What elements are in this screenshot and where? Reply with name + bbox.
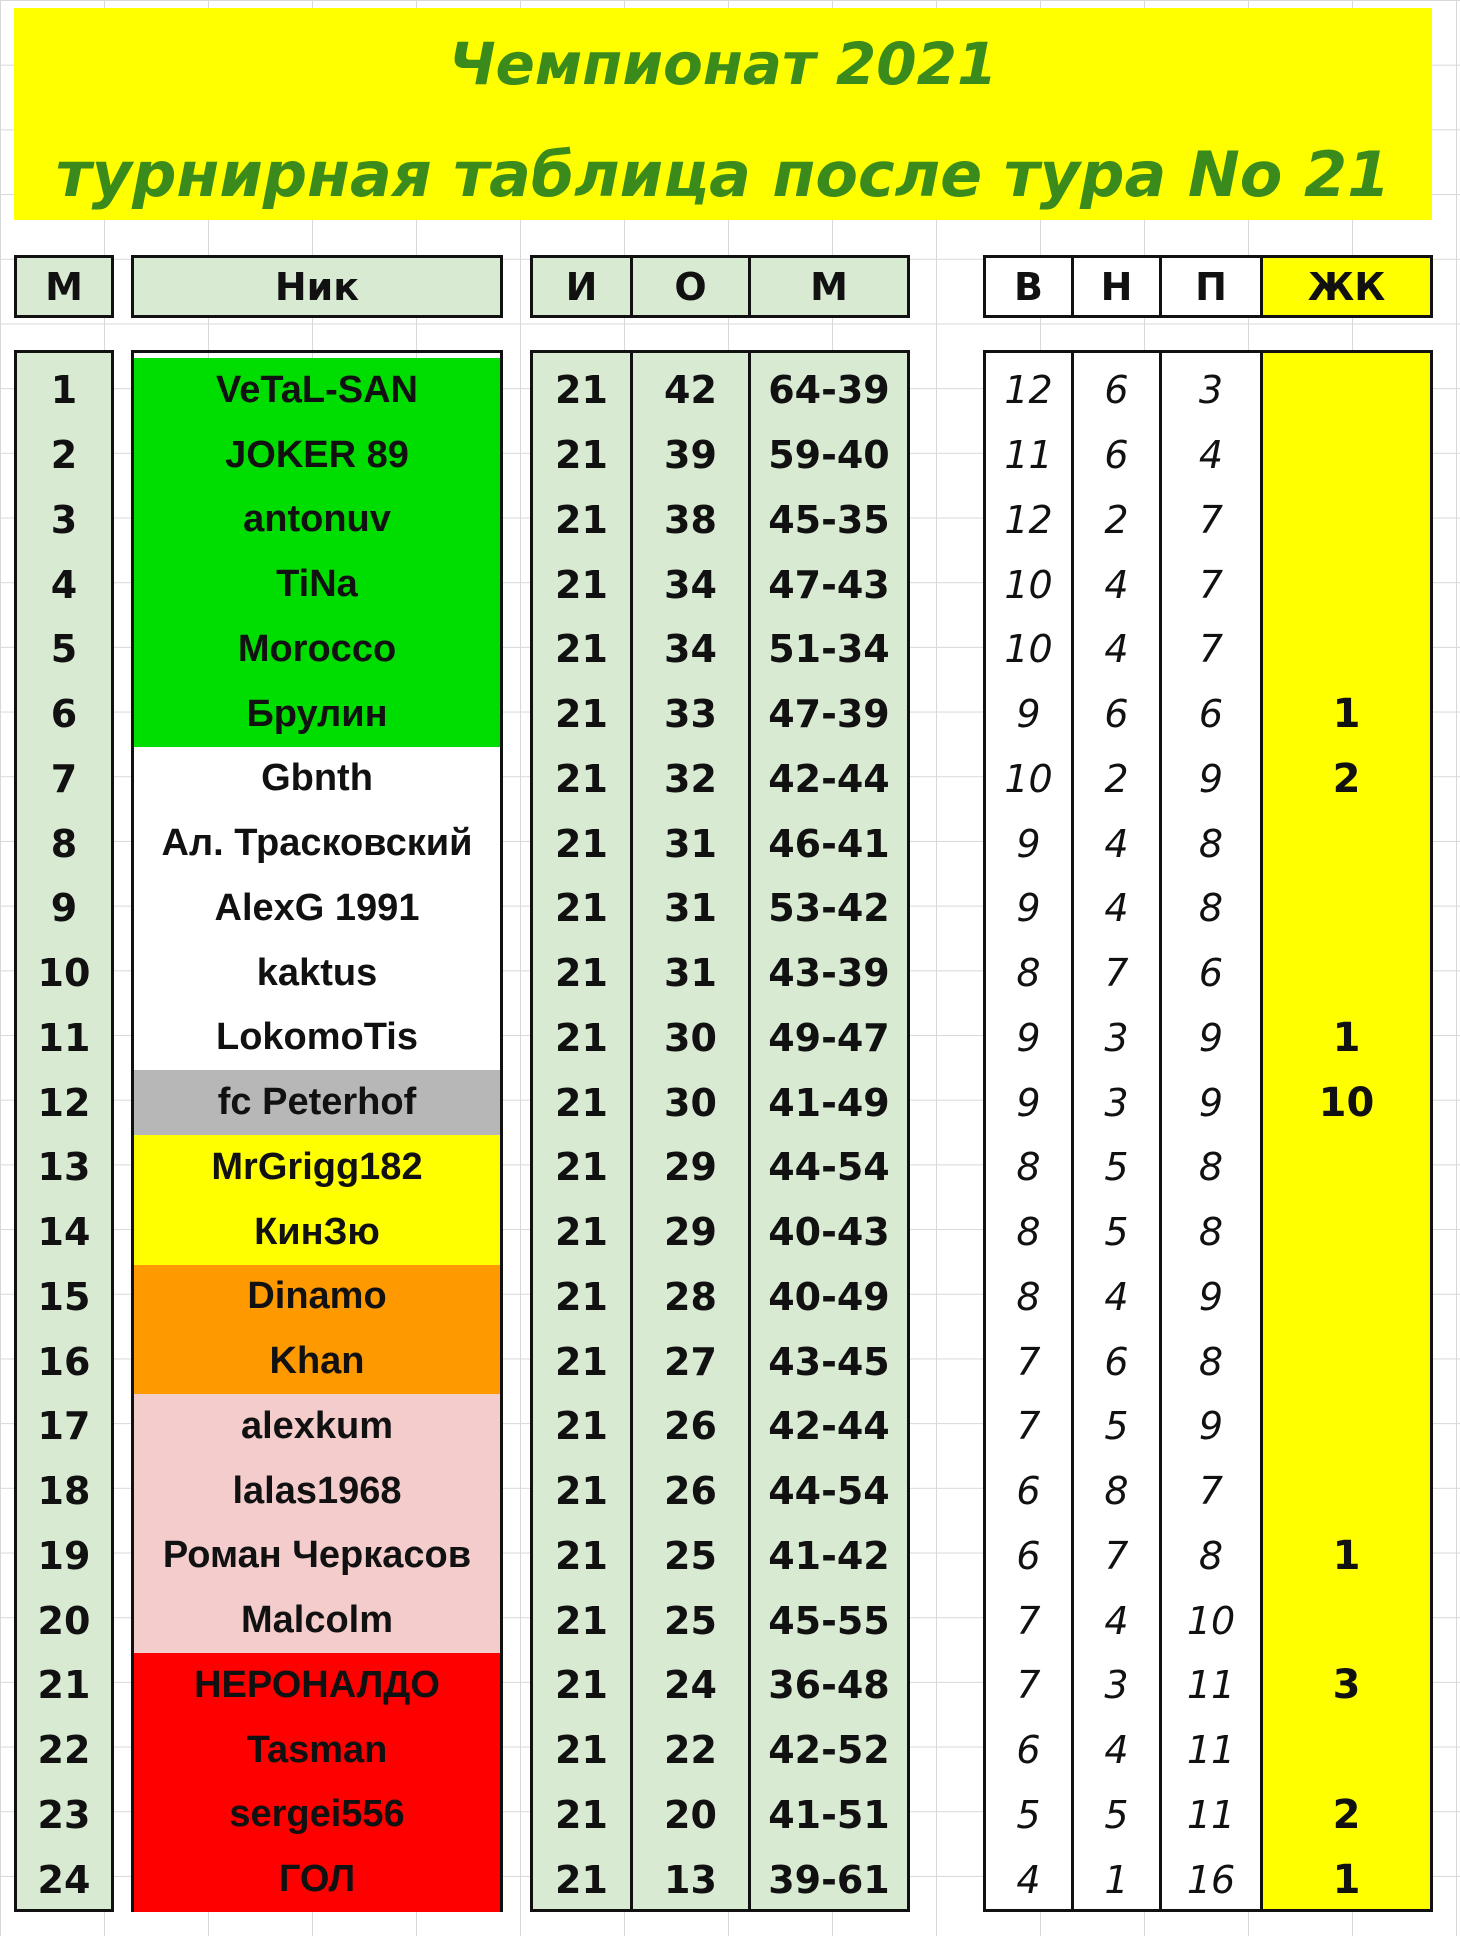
yellow-cards-cell (1263, 423, 1430, 488)
goals-cell: 59-40 (768, 433, 890, 478)
losses-cell: 6 (1198, 692, 1224, 737)
nick-cell: Ал. Трасковский (134, 811, 500, 876)
draws-cell: 4 (1104, 821, 1129, 866)
header-nick: Ник (274, 264, 360, 309)
games-cell: 21 (555, 497, 608, 542)
points-cell: 29 (664, 1210, 717, 1255)
yellow-cards-cell: 2 (1332, 755, 1361, 802)
wins-cell: 9 (1016, 692, 1041, 737)
wins-cell: 12 (1004, 368, 1053, 413)
place-cell: 5 (50, 627, 78, 672)
nick-cell: Khan (134, 1329, 500, 1394)
place-cell: 12 (37, 1080, 91, 1125)
place-cell: 10 (37, 951, 91, 996)
yellow-cards-cell (1263, 488, 1430, 553)
points-cell: 33 (664, 692, 717, 737)
wins-cell: 9 (1016, 1015, 1041, 1060)
points-cell: 24 (664, 1663, 717, 1708)
losses-cell: 9 (1198, 1404, 1224, 1449)
points-cell: 22 (664, 1728, 717, 1773)
yellow-cards-cell (1263, 1718, 1430, 1783)
draws-column (1074, 353, 1162, 1909)
goals-cell: 49-47 (768, 1015, 890, 1060)
place-column (14, 350, 114, 1912)
place-cell: 18 (37, 1469, 91, 1514)
losses-cell: 4 (1198, 433, 1224, 478)
nick-cell: Брулин (134, 682, 500, 747)
points-cell: 28 (664, 1274, 717, 1319)
games-cell: 21 (555, 1274, 608, 1319)
nick-cell: JOKER 89 (134, 423, 500, 488)
results-columns (983, 350, 1433, 1912)
losses-cell: 8 (1198, 1533, 1224, 1578)
nick-cell: Malcolm (134, 1588, 500, 1653)
place-cell: 1 (50, 368, 78, 413)
goals-column (751, 353, 907, 1909)
yellow-cards-cell (1263, 1459, 1430, 1524)
place-cell: 9 (50, 886, 78, 931)
yellow-cards-cell (1263, 552, 1430, 617)
nick-cell: Morocco (134, 617, 500, 682)
goals-cell: 45-35 (768, 497, 890, 542)
header-place: М (45, 264, 83, 309)
place-cell: 7 (50, 756, 78, 801)
wins-cell: 11 (1004, 433, 1053, 478)
games-cell: 21 (555, 1792, 608, 1837)
nick-cell: Роман Черкасов (134, 1524, 500, 1589)
place-cell: 13 (37, 1145, 91, 1190)
wins-cell: 7 (1016, 1339, 1041, 1384)
goals-cell: 41-51 (768, 1792, 890, 1837)
draws-cell: 5 (1104, 1404, 1129, 1449)
losses-cell: 11 (1186, 1792, 1236, 1837)
draws-cell: 4 (1104, 1598, 1129, 1643)
nick-cell: kaktus (134, 941, 500, 1006)
wins-cell: 8 (1016, 1274, 1041, 1319)
nick-cell: antonuv (134, 488, 500, 553)
points-cell: 26 (664, 1469, 717, 1514)
losses-cell: 11 (1186, 1728, 1236, 1773)
wins-cell: 8 (1016, 951, 1041, 996)
place-cell: 21 (37, 1663, 91, 1708)
points-cell: 38 (664, 497, 717, 542)
draws-cell: 6 (1104, 1339, 1129, 1384)
wins-cell: 9 (1016, 886, 1041, 931)
wins-cell: 7 (1016, 1404, 1041, 1449)
nick-cell: LokomoTis (134, 1006, 500, 1071)
points-cell: 39 (664, 433, 717, 478)
draws-cell: 3 (1104, 1015, 1129, 1060)
goals-cell: 39-61 (768, 1857, 890, 1902)
header-nick-group (131, 255, 503, 318)
draws-cell: 2 (1104, 497, 1129, 542)
yellow-cards-cell (1263, 941, 1430, 1006)
wins-cell: 6 (1016, 1469, 1041, 1514)
place-cell: 15 (37, 1274, 91, 1319)
draws-cell: 5 (1104, 1210, 1129, 1255)
nick-cell: lalas1968 (134, 1459, 500, 1524)
header-goals: М (810, 264, 848, 309)
games-column (533, 353, 633, 1909)
nick-column (131, 350, 503, 1912)
games-cell: 21 (555, 1663, 608, 1708)
goals-cell: 45-55 (768, 1598, 890, 1643)
points-cell: 32 (664, 756, 717, 801)
nick-cell: VeTaL-SAN (134, 358, 500, 423)
wins-cell: 10 (1004, 562, 1053, 607)
goals-cell: 42-44 (768, 756, 890, 801)
losses-cell: 7 (1198, 627, 1224, 672)
place-cell: 20 (37, 1598, 91, 1643)
header-games: И (533, 258, 633, 315)
header-results-group (983, 255, 1433, 318)
nick-cell: Dinamo (134, 1265, 500, 1330)
losses-cell: 8 (1198, 1145, 1224, 1190)
yellow-cards-cell: 1 (1332, 691, 1361, 738)
draws-cell: 4 (1104, 1728, 1129, 1773)
goals-cell: 40-43 (768, 1210, 890, 1255)
goals-cell: 47-39 (768, 692, 890, 737)
yellow-cards-column (1263, 353, 1430, 1909)
draws-cell: 3 (1104, 1663, 1129, 1708)
header-draws: Н (1074, 258, 1162, 315)
header-yellow-cards: ЖК (1263, 258, 1430, 315)
title-standings-after-round: турнирная таблица после тура No 21 (55, 138, 1391, 211)
place-cell: 24 (37, 1857, 91, 1902)
goals-cell: 36-48 (768, 1663, 890, 1708)
yellow-cards-cell: 1 (1332, 1014, 1361, 1061)
nick-cell: alexkum (134, 1394, 500, 1459)
losses-cell: 3 (1198, 368, 1224, 413)
points-cell: 20 (664, 1792, 717, 1837)
losses-cell: 7 (1198, 562, 1224, 607)
nick-cell: MrGrigg182 (134, 1135, 500, 1200)
games-cell: 21 (555, 1339, 608, 1384)
games-cell: 21 (555, 1469, 608, 1514)
wins-cell: 6 (1016, 1533, 1041, 1578)
yellow-cards-cell (1263, 1329, 1430, 1394)
points-cell: 27 (664, 1339, 717, 1384)
games-cell: 21 (555, 1210, 608, 1255)
draws-cell: 6 (1104, 368, 1129, 413)
losses-cell: 8 (1198, 821, 1224, 866)
title-banner (14, 8, 1432, 220)
nick-cell: TiNa (134, 552, 500, 617)
points-cell: 30 (664, 1015, 717, 1060)
losses-cell: 10 (1186, 1598, 1236, 1643)
games-cell: 21 (555, 951, 608, 996)
yellow-cards-cell (1263, 811, 1430, 876)
losses-cell: 8 (1198, 1339, 1224, 1384)
games-cell: 21 (555, 1598, 608, 1643)
losses-column (1162, 353, 1263, 1909)
points-cell: 25 (664, 1598, 717, 1643)
losses-cell: 6 (1198, 951, 1224, 996)
header-points: О (633, 258, 751, 315)
goals-cell: 51-34 (768, 627, 890, 672)
yellow-cards-cell: 2 (1332, 1791, 1361, 1838)
games-cell: 21 (555, 1728, 608, 1773)
header-wins: В (986, 258, 1074, 315)
header-place-group (14, 255, 114, 318)
yellow-cards-cell: 1 (1332, 1856, 1361, 1903)
yellow-cards-cell (1263, 617, 1430, 682)
draws-cell: 8 (1104, 1469, 1129, 1514)
points-cell: 13 (664, 1857, 717, 1902)
draws-cell: 4 (1104, 886, 1129, 931)
yellow-cards-cell (1263, 358, 1430, 423)
games-cell: 21 (555, 1857, 608, 1902)
stats-columns (530, 350, 910, 1912)
points-cell: 34 (664, 562, 717, 607)
draws-cell: 6 (1104, 433, 1129, 478)
goals-cell: 40-49 (768, 1274, 890, 1319)
wins-cell: 7 (1016, 1663, 1041, 1708)
draws-cell: 2 (1104, 756, 1129, 801)
goals-cell: 46-41 (768, 821, 890, 866)
points-column (633, 353, 751, 1909)
place-cell: 8 (50, 821, 78, 866)
points-cell: 29 (664, 1145, 717, 1190)
nick-cell: fc Peterhof (134, 1070, 500, 1135)
wins-cell: 8 (1016, 1145, 1041, 1190)
draws-cell: 7 (1104, 1533, 1129, 1578)
wins-cell: 10 (1004, 627, 1053, 672)
yellow-cards-cell (1263, 1135, 1430, 1200)
games-cell: 21 (555, 1145, 608, 1190)
place-cell: 22 (37, 1728, 91, 1773)
points-cell: 31 (664, 821, 717, 866)
place-cell: 6 (50, 692, 78, 737)
goals-cell: 44-54 (768, 1145, 890, 1190)
yellow-cards-cell (1263, 1265, 1430, 1330)
nick-cell: НЕРОНАЛДО (134, 1653, 500, 1718)
yellow-cards-cell (1263, 1200, 1430, 1265)
nick-cell: AlexG 1991 (134, 876, 500, 941)
points-cell: 31 (664, 886, 717, 931)
losses-cell: 9 (1198, 1015, 1224, 1060)
wins-cell: 10 (1004, 756, 1053, 801)
yellow-cards-cell (1263, 876, 1430, 941)
goals-cell: 43-39 (768, 951, 890, 996)
games-cell: 21 (555, 692, 608, 737)
nick-cell: Gbnth (134, 747, 500, 812)
goals-cell: 47-43 (768, 562, 890, 607)
goals-cell: 53-42 (768, 886, 890, 931)
place-cell: 17 (37, 1404, 91, 1449)
yellow-cards-cell: 1 (1332, 1532, 1361, 1579)
losses-cell: 7 (1198, 1469, 1224, 1514)
points-cell: 25 (664, 1533, 717, 1578)
yellow-cards-cell: 3 (1332, 1662, 1361, 1709)
wins-cell: 9 (1016, 1080, 1041, 1125)
wins-cell: 7 (1016, 1598, 1041, 1643)
points-cell: 42 (664, 368, 717, 413)
games-cell: 21 (555, 821, 608, 866)
wins-cell: 6 (1016, 1728, 1041, 1773)
nick-cell: ГОЛ (134, 1847, 500, 1912)
wins-cell: 12 (1004, 497, 1053, 542)
draws-cell: 7 (1104, 951, 1129, 996)
losses-cell: 8 (1198, 1210, 1224, 1255)
draws-cell: 4 (1104, 1274, 1129, 1319)
losses-cell: 11 (1186, 1663, 1236, 1708)
games-cell: 21 (555, 627, 608, 672)
games-cell: 21 (555, 1015, 608, 1060)
losses-cell: 9 (1198, 1080, 1224, 1125)
place-cell: 16 (37, 1339, 91, 1384)
losses-cell: 16 (1186, 1857, 1236, 1902)
wins-cell: 9 (1016, 821, 1041, 866)
games-cell: 21 (555, 562, 608, 607)
place-cell: 2 (50, 433, 78, 478)
losses-cell: 9 (1198, 1274, 1224, 1319)
draws-cell: 3 (1104, 1080, 1129, 1125)
nick-cell: Tasman (134, 1718, 500, 1783)
nick-cell: sergei556 (134, 1783, 500, 1848)
place-cell: 23 (37, 1792, 91, 1837)
points-cell: 26 (664, 1404, 717, 1449)
goals-cell: 44-54 (768, 1469, 890, 1514)
header-losses: П (1162, 258, 1263, 315)
losses-cell: 7 (1198, 497, 1224, 542)
wins-column (986, 353, 1074, 1909)
goals-cell: 43-45 (768, 1339, 890, 1384)
place-cell: 4 (50, 562, 78, 607)
draws-cell: 5 (1104, 1792, 1129, 1837)
games-cell: 21 (555, 1080, 608, 1125)
points-cell: 30 (664, 1080, 717, 1125)
header-stats-group (530, 255, 910, 318)
draws-cell: 5 (1104, 1145, 1129, 1190)
yellow-cards-cell (1263, 1394, 1430, 1459)
wins-cell: 8 (1016, 1210, 1041, 1255)
nick-cell: КинЗю (134, 1200, 500, 1265)
games-cell: 21 (555, 886, 608, 931)
goals-cell: 64-39 (768, 368, 890, 413)
goals-cell: 42-52 (768, 1728, 890, 1773)
place-cell: 14 (37, 1210, 91, 1255)
place-cell: 3 (50, 497, 78, 542)
games-cell: 21 (555, 1533, 608, 1578)
losses-cell: 8 (1198, 886, 1224, 931)
yellow-cards-cell: 10 (1318, 1079, 1375, 1126)
games-cell: 21 (555, 756, 608, 801)
games-cell: 21 (555, 433, 608, 478)
wins-cell: 5 (1016, 1792, 1041, 1837)
yellow-cards-cell (1263, 1588, 1430, 1653)
points-cell: 34 (664, 627, 717, 672)
wins-cell: 4 (1016, 1857, 1041, 1902)
games-cell: 21 (555, 368, 608, 413)
points-cell: 31 (664, 951, 717, 996)
place-cell: 11 (37, 1015, 91, 1060)
games-cell: 21 (555, 1404, 608, 1449)
title-championship: Чемпионат 2021 (448, 30, 998, 98)
place-cell: 19 (37, 1533, 91, 1578)
draws-cell: 4 (1104, 627, 1129, 672)
losses-cell: 9 (1198, 756, 1224, 801)
draws-cell: 6 (1104, 692, 1129, 737)
goals-cell: 41-42 (768, 1533, 890, 1578)
draws-cell: 1 (1104, 1857, 1129, 1902)
goals-cell: 42-44 (768, 1404, 890, 1449)
goals-cell: 41-49 (768, 1080, 890, 1125)
draws-cell: 4 (1104, 562, 1129, 607)
